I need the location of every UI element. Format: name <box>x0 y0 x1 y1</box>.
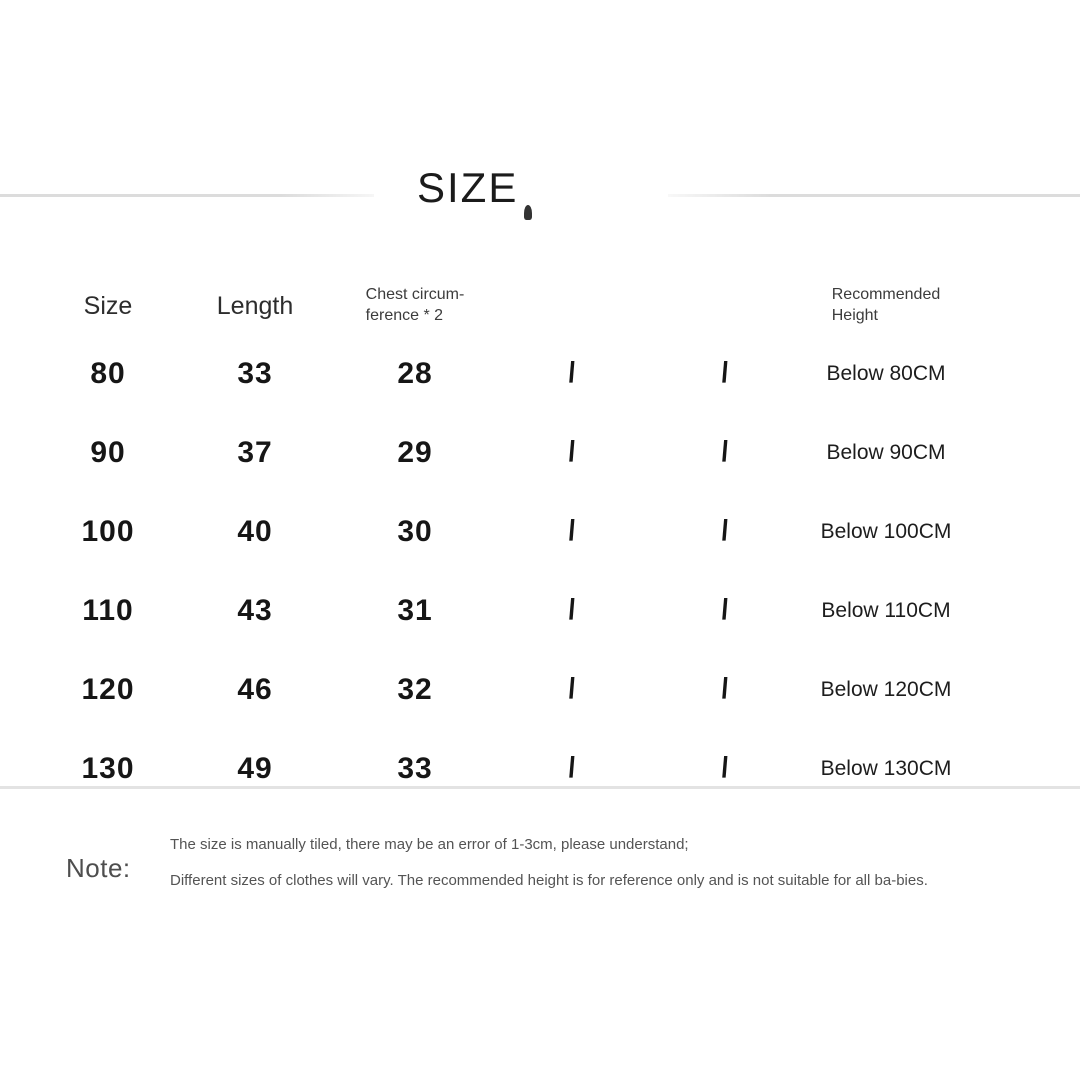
height-header-line1: Recommended <box>831 286 941 304</box>
section-divider <box>0 786 1080 789</box>
chest-header-line1: Chest circum- <box>365 286 465 304</box>
recommended-height-value: Below 100CM <box>820 519 952 543</box>
size-value: 130 <box>81 751 135 785</box>
length-value: 37 <box>237 435 273 469</box>
length-value: 40 <box>237 514 273 548</box>
slash-glyph: / <box>719 436 732 468</box>
recommended-height-value: Below 80CM <box>826 361 946 385</box>
title-divider-left <box>0 194 374 197</box>
chest-value: 31 <box>397 593 433 627</box>
slash-glyph: / <box>566 436 579 468</box>
chest-value: 32 <box>397 672 433 706</box>
size-value: 90 <box>90 435 126 469</box>
empty-slash-value <box>496 650 649 729</box>
slash-glyph: / <box>566 515 579 547</box>
recommended-height-value: Below 120CM <box>820 677 952 701</box>
empty-slash-value <box>496 413 649 492</box>
column-header-length: Length <box>216 291 294 320</box>
column-header-chest <box>334 278 496 334</box>
chest-value: 29 <box>397 435 433 469</box>
slash-glyph: / <box>566 594 579 626</box>
empty-slash-value <box>649 571 802 650</box>
size-value: 120 <box>81 672 135 706</box>
empty-slash-value <box>496 729 649 808</box>
column-header-recommended-height <box>802 278 1040 334</box>
size-value: 110 <box>82 593 134 627</box>
empty-slash-value <box>496 334 649 413</box>
empty-slash-value <box>649 334 802 413</box>
slash-glyph: / <box>719 515 732 547</box>
column-header-empty-4 <box>496 278 649 334</box>
slash-glyph: / <box>566 673 579 705</box>
empty-slash-value <box>496 571 649 650</box>
length-value: 33 <box>237 356 273 390</box>
length-value: 49 <box>237 751 273 785</box>
title-divider-right <box>668 194 1080 197</box>
empty-slash-value <box>496 492 649 571</box>
size-value: 100 <box>81 514 135 548</box>
height-header-line2: Height <box>831 307 878 324</box>
size-value: 80 <box>90 356 126 390</box>
column-header-empty-5 <box>649 278 802 334</box>
empty-slash-value <box>649 729 802 808</box>
chest-value: 33 <box>397 751 433 785</box>
length-value: 46 <box>237 672 273 706</box>
slash-glyph: / <box>719 673 732 705</box>
recommended-height-value: Below 110CM <box>821 598 951 622</box>
page-title: SIZE <box>417 164 519 211</box>
note-label: Note: <box>66 853 131 883</box>
slash-glyph: / <box>719 357 732 389</box>
recommended-height-value: Below 130CM <box>820 756 952 780</box>
column-header-chest-text <box>366 285 465 327</box>
empty-slash-value <box>649 650 802 729</box>
note-text-line2: Different sizes of clothes will vary. The recommended height is for reference only and is not suitable for all ba-bies. <box>170 872 928 889</box>
column-header-recommended-height-text <box>832 285 941 327</box>
chest-header-line2: ference * 2 <box>365 307 444 324</box>
recommended-height-value: Below 90CM <box>826 440 946 464</box>
chest-value: 30 <box>397 514 433 548</box>
size-table <box>40 278 1040 808</box>
length-value: 43 <box>237 593 273 627</box>
slash-glyph: / <box>719 752 732 784</box>
empty-slash-value <box>649 492 802 571</box>
ink-smudge-mark <box>524 205 532 220</box>
note-text-line1: The size is manually tiled, there may be an error of 1-3cm, please understand; <box>170 836 689 853</box>
slash-glyph: / <box>566 752 579 784</box>
empty-slash-value <box>649 413 802 492</box>
chest-value: 28 <box>397 356 433 390</box>
slash-glyph: / <box>566 357 579 389</box>
column-header-size: Size <box>83 291 133 320</box>
slash-glyph: / <box>719 594 732 626</box>
